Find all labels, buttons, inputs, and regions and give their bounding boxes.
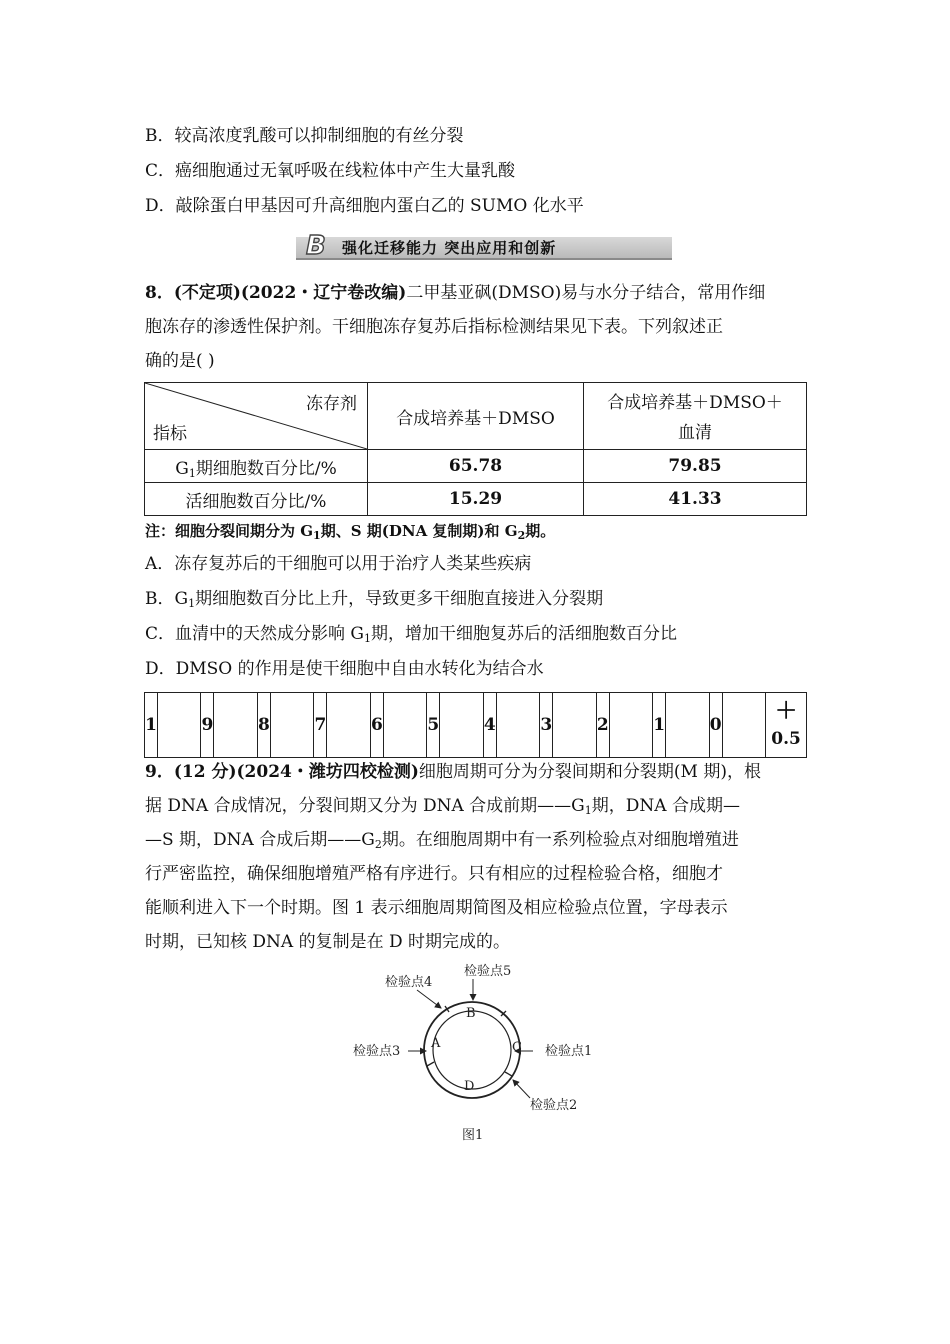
q7-option-d: D．敲除蛋白甲基因可升高细胞内蛋白乙的 SUMO 化水平 (145, 196, 584, 216)
score-value-cell: 8 (257, 693, 270, 758)
score-last-bottom: 0.5 (771, 729, 801, 749)
figure-caption: 图1 (462, 1128, 484, 1143)
table-corner-cell (145, 383, 368, 450)
score-last-cell (766, 693, 807, 758)
row-value-1: 15.29 (368, 483, 584, 516)
score-blank-cell (553, 693, 596, 758)
table-row (145, 450, 807, 483)
q8-option-c: C．血清中的天然成分影响 $G_1$期，增加干细胞复苏后的活细胞数百分比 (145, 624, 677, 645)
score-value-cell: 9 (201, 693, 214, 758)
phase-a: A (431, 1036, 441, 1051)
phase-b: B (466, 1006, 476, 1021)
q9-stem-line3: —S 期，DNA 合成后期$——G_2$期。在细胞周期中有一系列检验点对细胞增殖进 (145, 830, 739, 851)
q8-note: 注：细胞分裂间期分为 $G_1$期、S 期(DNA 复制期)和 $G_2$期。 (145, 522, 556, 542)
q9-stem-line1: 9．(12 分)(2024・潍坊四校检测)细胞周期可分为分裂间期和分裂期(M 期)，根 (145, 762, 761, 782)
col-header-2-line1: 合成培养基＋DMSO＋ (607, 393, 783, 413)
corner-bottom-label: 指标 (153, 424, 187, 444)
score-value-cell: 0 (709, 693, 722, 758)
row-value-2: 41.33 (584, 483, 807, 516)
score-value-cell: 4 (483, 693, 496, 758)
checkpoint-3-label: 检验点3 (353, 1044, 401, 1059)
banner-title: 强化迁移能力 突出应用和创新 (342, 239, 557, 257)
q9-stem-line5: 能顺利进入下一个时期。图 1 表示细胞周期简图及相应检验点位置，字母表示 (145, 898, 728, 918)
col-header-2-line2: 血清 (678, 423, 712, 443)
q8-stem-line1 (145, 283, 765, 303)
score-blank-cell (722, 693, 765, 758)
row-value-1: 65.78 (368, 450, 584, 483)
score-blank-cell (496, 693, 539, 758)
score-blank-cell (440, 693, 483, 758)
table-row (145, 483, 807, 516)
row-label: $G_1$期细胞数百分比/% (145, 450, 368, 483)
score-value-cell: 3 (540, 693, 553, 758)
row-label: 活细胞数百分比/% (145, 483, 368, 516)
score-last-top: ＋ (775, 698, 798, 724)
score-value-cell: 7 (314, 693, 327, 758)
score-value-cell: 2 (596, 693, 609, 758)
score-blank-cell (666, 693, 709, 758)
phase-d: D (464, 1079, 475, 1094)
row-value-2: 79.85 (584, 450, 807, 483)
score-blank-cell (270, 693, 313, 758)
cycle-inner-ring (433, 1011, 511, 1089)
q8-option-b: B．$G_1$期细胞数百分比上升，导致更多干细胞直接进入分裂期 (145, 589, 604, 610)
score-blank-cell (157, 693, 200, 758)
corner-top-label: 冻存剂 (306, 394, 357, 414)
score-blank-cell (214, 693, 257, 758)
q8-option-a: A．冻存复苏后的干细胞可以用于治疗人类某些疾病 (145, 554, 532, 574)
score-value-cell: 1 (653, 693, 666, 758)
q8-label: 8．(不定项)(2022・辽宁卷改编) (145, 283, 407, 303)
col-header-1: 合成培养基＋DMSO (368, 383, 584, 450)
score-value-cell: 1 (145, 693, 158, 758)
score-value-cell: 6 (370, 693, 383, 758)
q8-option-d: D．DMSO 的作用是使干细胞中自由水转化为结合水 (145, 659, 544, 679)
col-header-2 (584, 383, 807, 450)
q7-option-c: C．癌细胞通过无氧呼吸在线粒体中产生大量乳酸 (145, 161, 516, 181)
q9-label: 9．(12 分)(2024・潍坊四校检测) (145, 762, 419, 782)
checkpoint-5-label: 检验点5 (464, 964, 512, 979)
q9-stem-line6: 时期，已知核 DNA 的复制是在 D 时期完成的。 (145, 932, 511, 952)
q8-data-table (144, 382, 807, 516)
q8-stem-line3: 确的是( ) (145, 351, 215, 371)
checkpoint-2-label: 检验点2 (530, 1098, 578, 1113)
score-table (144, 692, 807, 758)
score-value-cell: 5 (427, 693, 440, 758)
score-blank-cell (383, 693, 426, 758)
section-banner (278, 231, 672, 261)
q8-stem-line2: 胞冻存的渗透性保护剂。干细胞冻存复苏后指标检测结果见下表。下列叙述正 (145, 317, 723, 337)
phase-c: C (512, 1040, 522, 1055)
score-blank-cell (327, 693, 370, 758)
q9-stem-line4: 行严密监控，确保细胞增殖严格有序进行。只有相应的过程检验合格，细胞才 (145, 864, 723, 884)
score-blank-cell (609, 693, 652, 758)
checkpoint-4-label: 检验点4 (385, 975, 433, 990)
q7-option-b: B．较高浓度乳酸可以抑制细胞的有丝分裂 (145, 126, 464, 146)
q8-text1: 二甲基亚砜(DMSO)易与水分子结合，常用作细 (406, 283, 766, 303)
cell-cycle-diagram (345, 962, 615, 1147)
q9-stem-line2: 据 DNA 合成情况，分裂间期又分为 DNA 合成前期$——G_1$期，DNA 合成期— (145, 796, 740, 817)
banner-letter: B (306, 231, 326, 261)
banner-underline (296, 258, 672, 260)
checkpoint-1-label: 检验点1 (545, 1044, 593, 1059)
